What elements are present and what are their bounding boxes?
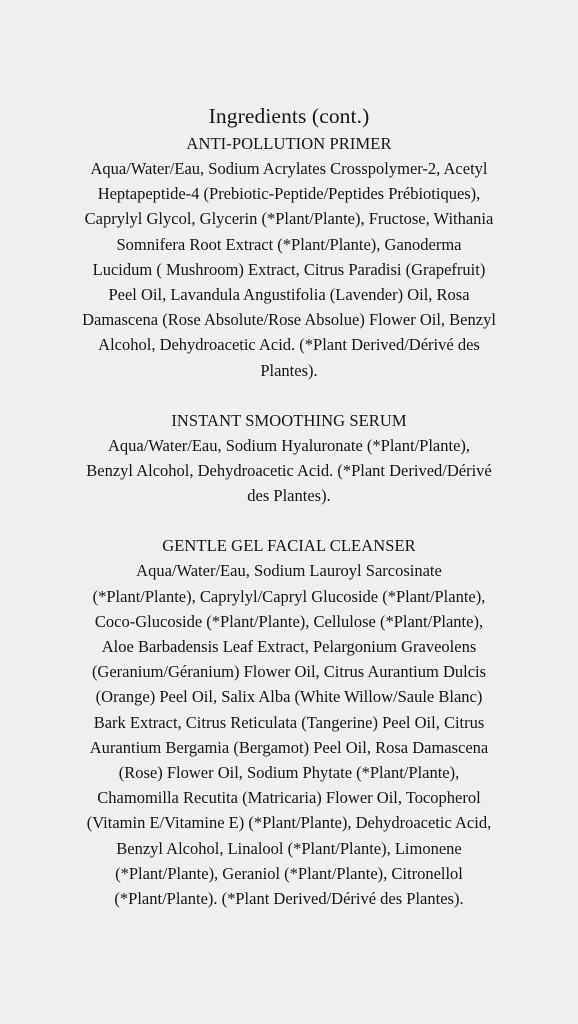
ingredient-list (39, 558, 539, 911)
ingredient-line: Chamomilla Recutita (Matricaria) Flower Oil, Tocopherol (97, 788, 481, 808)
ingredient-section-anti-pollution-primer (39, 131, 539, 383)
ingredient-line: (Orange) Peel Oil, Salix Alba (White Willow/Saule Blanc) (95, 687, 483, 707)
page-heading: Ingredients (cont.) (208, 104, 370, 128)
ingredient-line: Plantes). (260, 360, 318, 380)
ingredient-line: Somnifera Root Extract (*Plant/Plante), Ganoderma (116, 234, 462, 254)
ingredient-line: Coco-Glucoside (*Plant/Plante), Cellulose (*Plant/Plante), (94, 611, 484, 631)
ingredient-line: Bark Extract, Citrus Reticulata (Tangerine) Peel Oil, Citrus (93, 712, 485, 732)
ingredient-line: (*Plant/Plante), Caprylyl/Capryl Glucoside (*Plant/Plante), (92, 586, 486, 606)
ingredient-line: (*Plant/Plante). (*Plant Derived/Dérivé des Plantes). (114, 889, 464, 909)
ingredient-line: Lucidum ( Mushroom) Extract, Citrus Paradisi (Grapefruit) (92, 259, 486, 279)
ingredient-section-gentle-gel-facial-cleanser (39, 533, 539, 911)
ingredient-list (39, 156, 539, 383)
section-title: GENTLE GEL FACIAL CLEANSER (162, 536, 416, 556)
ingredient-line: (Geranium/Géranium) Flower Oil, Citrus Aurantium Dulcis (91, 662, 487, 682)
ingredient-line: Benzyl Alcohol, Linalool (*Plant/Plante), Limonene (116, 838, 462, 858)
ingredient-line: Caprylyl Glycol, Glycerin (*Plant/Plante), Fructose, Withania (84, 209, 494, 229)
ingredient-section-instant-smoothing-serum (39, 408, 539, 509)
section-title: ANTI-POLLUTION PRIMER (186, 134, 392, 153)
ingredient-line: Aqua/Water/Eau, Sodium Hyaluronate (*Plant/Plante), (107, 435, 471, 455)
ingredient-line: Aqua/Water/Eau, Sodium Lauroyl Sarcosinate (136, 561, 442, 581)
ingredient-line: des Plantes). (247, 486, 331, 506)
ingredient-line: Aqua/Water/Eau, Sodium Acrylates Crosspolymer-2, Acetyl (90, 159, 488, 178)
ingredient-line: (Rose) Flower Oil, Sodium Phytate (*Plant/Plante), (118, 763, 460, 783)
ingredient-line: Benzyl Alcohol, Dehydroacetic Acid. (*Plant Derived/Dérivé (86, 461, 492, 481)
section-title: INSTANT SMOOTHING SERUM (171, 410, 407, 430)
ingredient-line: Aurantium Bergamia (Bergamot) Peel Oil, Rosa Damascena (89, 737, 489, 757)
ingredient-line: Aloe Barbadensis Leaf Extract, Pelargonium Graveolens (101, 637, 477, 657)
ingredient-line: Peel Oil, Lavandula Angustifolia (Lavender) Oil, Rosa (108, 285, 470, 305)
ingredient-line: Heptapeptide-4 (Prebiotic-Peptide/Peptides Prébiotiques), (97, 184, 481, 204)
ingredient-line: (*Plant/Plante), Geraniol (*Plant/Plante), Citronellol (115, 863, 463, 883)
ingredient-list (39, 433, 539, 509)
ingredient-line: Alcohol, Dehydroacetic Acid. (*Plant Derived/Dérivé des (98, 335, 480, 355)
ingredient-line: (Vitamin E/Vitamine E) (*Plant/Plante), Dehydroacetic Acid, (86, 813, 492, 833)
ingredient-line: Damascena (Rose Absolute/Rose Absolue) Flower Oil, Benzyl (82, 310, 496, 330)
